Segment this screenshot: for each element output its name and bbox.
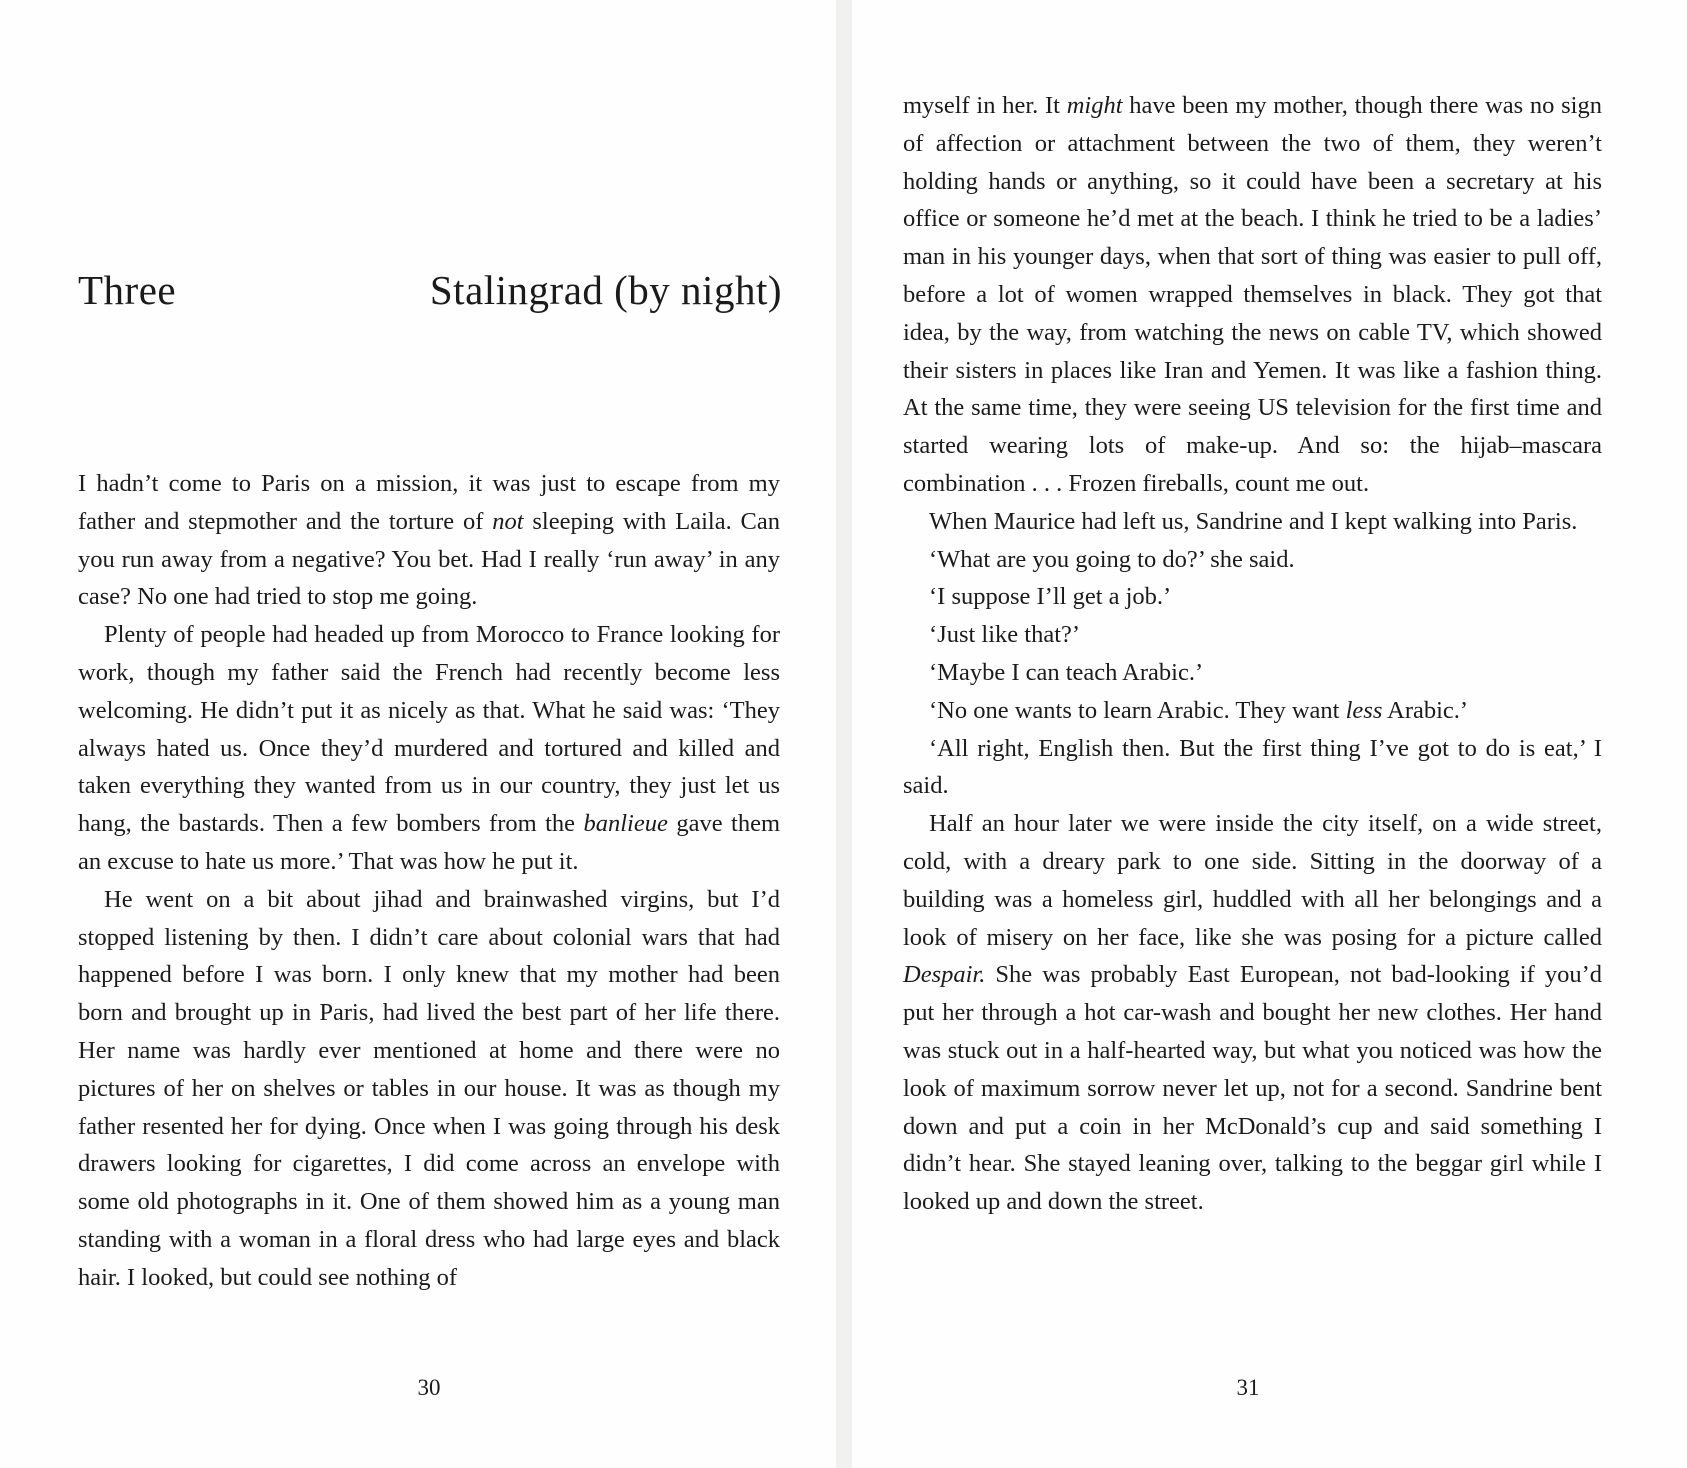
dialogue-line: ‘What are you going to do?’ she said. (929, 545, 1295, 573)
dialogue-line: ‘All right, English then. But the first thing I’ve got to do is eat,’ I said. (903, 734, 1602, 800)
paragraph: Half an hour later we were inside the city itself, on a wide street, cold, with a dreary park to one side. Sitting in the doorway of a building was a homeless girl, huddled with all her belongings and a look of misery on her face, like she was posing for a picture called Despair. She was probably East European, not bad-looking if you’d put her through a hot car-wash and bought her new clothes. Her hand was stuck out in a half-hearted way, but what you noticed was how the look of maximum sorrow never let up, not for a second. Sandrine bent down and put a coin in her McDonald’s cup and said something I didn’t hear. She stayed leaning over, talking to the beggar girl while I looked up and down the street. (903, 810, 1602, 1216)
page-number: 30 (417, 1375, 441, 1400)
right-page (852, 0, 1687, 1468)
dialogue-line: ‘Just like that?’ (929, 621, 1081, 649)
chapter-title: Stalingrad (by night) (429, 267, 782, 313)
right-body-text (903, 87, 1602, 1221)
paragraph: Plenty of people had headed up from Morocco to France looking for work, though my father said the French had recently become less welcoming. He didn’t put it as nicely as that. What he said was: ‘They always hated us. Once they’d murdered and tortured and killed and taken everything they wanted from us in our country, they just let us hang, the bastards. Then a few bombers from the banlieue gave them an excuse to hate us more.’ That was how he put it. (78, 621, 780, 875)
dialogue-line: ‘No one wants to learn Arabic. They want less Arabic.’ (929, 696, 1469, 724)
dialogue-line: ‘Maybe I can teach Arabic.’ (929, 658, 1204, 686)
dialogue-line: ‘I suppose I’ll get a job.’ (929, 583, 1172, 611)
chapter-heading (78, 262, 782, 322)
paragraph: He went on a bit about jihad and brainwashed virgins, but I’d stopped listening by then. I didn’t care about colonial wars that had happened before I was born. I only knew that my mother had been born and brought up in Paris, had lived the best part of her life there. Her name was hardly ever mentioned at home and there were no pictures of her on shelves or tables in our house. It was as though my father resented her for dying. Once when I was going through his desk drawers looking for cigarettes, I did come across an envelope with some old photographs in it. One of them showed him as a young man standing with a woman in a floral dress who had large eyes and black hair. I looked, but could see nothing of (78, 885, 780, 1291)
left-body-text (78, 465, 780, 1297)
page-number: 31 (1236, 1375, 1260, 1400)
left-page (0, 0, 836, 1468)
paragraph: When Maurice had left us, Sandrine and I kept walking into Paris. (929, 507, 1578, 535)
chapter-number: Three (78, 267, 177, 313)
paragraph: I hadn’t come to Paris on a mission, it was just to escape from my father and stepmother and the torture of not sleeping with Laila. Can you run away from a negative? You bet. Had I really ‘run away’ in any case? No one had tried to stop me going. (78, 470, 780, 611)
paragraph: myself in her. It might have been my mother, though there was no sign of affection or attachment between the two of them, they weren’t holding hands or anything, so it could have been a secretary at his office or someone he’d met at the beach. I think he tried to be a ladies’ man in his younger days, when that sort of thing was easier to pull off, before a lot of women wrapped themselves in black. They got that idea, by the way, from watching the news on cable TV, which showed their sisters in places like Iran and Yemen. It was like a fashion thing. At the same time, they were seeing US television for the first time and started wearing lots of make-up. And so: the hijab–mascara combination . . . Frozen fireballs, count me out. (903, 92, 1602, 497)
